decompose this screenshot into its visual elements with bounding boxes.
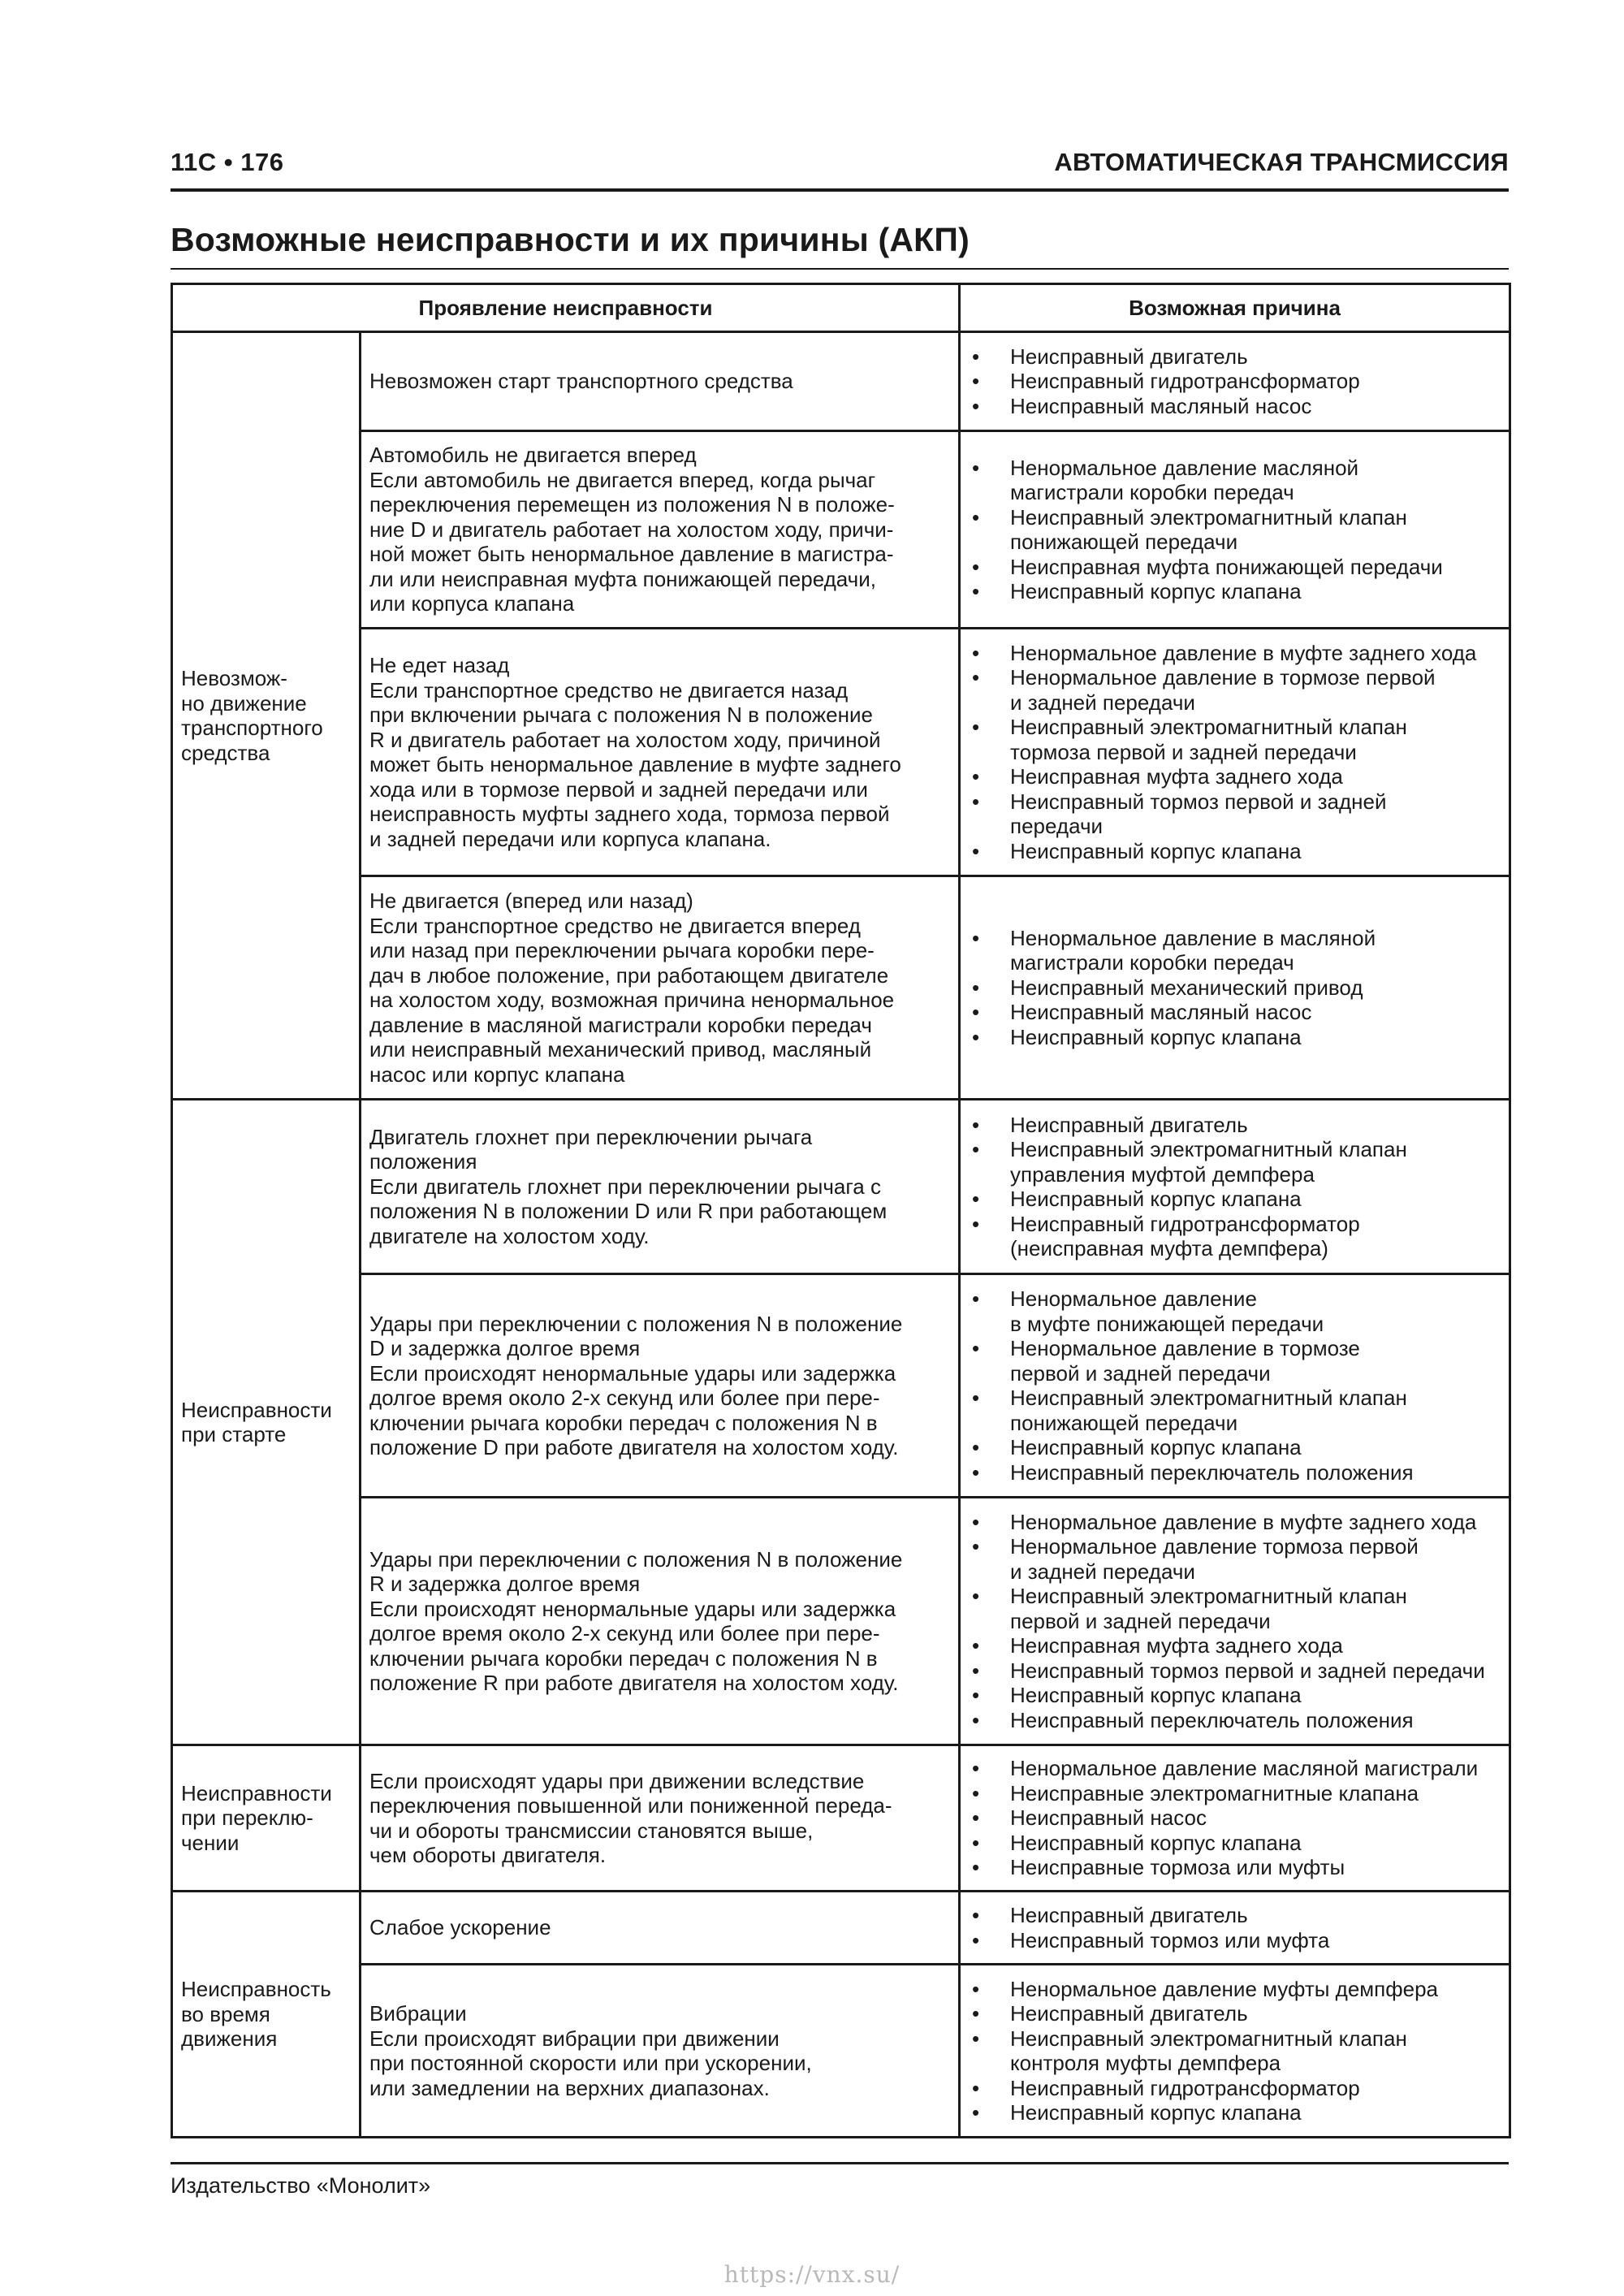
symptom-description: Невозможен старт транспортного средства — [361, 332, 960, 431]
symptom-description: Удары при переключении с положения N в положение R и задержка долгое время Если происходят ненормальные удары или задержка долгое время около 2-х секунд или более при пере- ключении рычага коробки передач с положения N в положение R при работе двигателя на холостом ходу. — [361, 1498, 960, 1745]
fault-group-label: Неисправности при старте — [172, 1100, 361, 1745]
cause-item: • Неисправный переключатель положения — [965, 1460, 1502, 1485]
symptom-description: Двигатель глохнет при переключении рычага положения Если двигатель глохнет при переключении рычага с положения N в положении D или R при работающем двигателе на холостом ходу. — [361, 1100, 960, 1274]
cause-item: • Неисправный механический привод — [965, 975, 1502, 1001]
page-number: 11С • 176 — [171, 148, 284, 176]
symptom-description: Слабое ускорение — [361, 1892, 960, 1965]
possible-causes — [960, 332, 1510, 431]
faults-body — [172, 332, 1510, 2138]
cause-item: • Ненормальное давление в муфте заднего хода — [965, 1510, 1502, 1535]
possible-causes — [960, 876, 1510, 1100]
possible-causes — [960, 1274, 1510, 1498]
symptom-description: Если происходят удары при движении вследствие переключения повышенной или пониженной переда- чи и обороты трансмиссии становятся выше, чем обороты двигателя. — [361, 1745, 960, 1892]
symptom-description: Вибрации Если происходят вибрации при движении при постоянной скорости или при ускорении, или замедлении на верхних диапазонах. — [361, 1965, 960, 2138]
table-row — [172, 332, 1510, 431]
cause-item: • Ненормальное давление в тормозе первой и задней передачи — [965, 1336, 1502, 1386]
cause-item: • Ненормальное давление в масляной магистрали коробки передач — [965, 926, 1502, 975]
cause-list — [965, 1756, 1502, 1880]
cause-item: • Неисправный электромагнитный клапан понижающей передачи — [965, 1386, 1502, 1435]
possible-causes — [960, 1100, 1510, 1274]
table-row — [172, 1274, 1510, 1498]
watermark: https://vnx.su/ — [723, 2261, 901, 2288]
cause-list — [965, 1510, 1502, 1733]
cause-list — [965, 1903, 1502, 1952]
cause-item: • Неисправный корпус клапана — [965, 1187, 1502, 1212]
cause-list — [965, 1113, 1502, 1261]
cause-item: • Неисправные электромагнитные клапана — [965, 1781, 1502, 1806]
table-row — [172, 1745, 1510, 1892]
cause-list — [965, 641, 1502, 864]
cause-item: • Неисправный двигатель — [965, 1113, 1502, 1138]
table-header-row — [172, 284, 1510, 332]
cause-item: • Неисправный электромагнитный клапан управления муфтой демпфера — [965, 1137, 1502, 1187]
cause-item: • Неисправный корпус клапана — [965, 1025, 1502, 1050]
cause-item: • Неисправный гидротрансформатор (неисправная муфта демпфера) — [965, 1212, 1502, 1261]
cause-item: • Неисправный переключатель положения — [965, 1708, 1502, 1733]
fault-group-label: Неисправность во время движения — [172, 1892, 361, 2138]
running-title: АВТОМАТИЧЕСКАЯ ТРАНСМИССИЯ — [1054, 148, 1509, 176]
cause-item: • Неисправный двигатель — [965, 1903, 1502, 1928]
possible-causes — [960, 1745, 1510, 1892]
column-header-cause: Возможная причина — [960, 284, 1510, 332]
table-row — [172, 1100, 1510, 1274]
table-row — [172, 1965, 1510, 2138]
cause-item: • Ненормальное давление в муфте заднего хода — [965, 641, 1502, 666]
cause-list — [965, 926, 1502, 1050]
cause-item: • Неисправный электромагнитный клапан тормоза первой и задней передачи — [965, 715, 1502, 764]
cause-item: • Неисправный двигатель — [965, 344, 1502, 370]
title-rule — [171, 268, 1509, 270]
cause-item: • Ненормальное давление тормоза первой и задней передачи — [965, 1534, 1502, 1584]
section-title: Возможные неисправности и их причины (АКП) — [171, 221, 970, 258]
symptom-description: Автомобиль не двигается вперед Если автомобиль не двигается вперед, когда рычаг переключения перемещен из положения N в положе- ние D и двигатель работает на холостом ходу, причи- ной может быть ненормальное давление в магистра- ли или неисправная муфта понижающей передачи, или корпуса клапана — [361, 431, 960, 629]
cause-item: • Неисправный двигатель — [965, 2001, 1502, 2026]
table-row — [172, 1498, 1510, 1745]
cause-item: • Неисправный тормоз первой и задней передачи — [965, 789, 1502, 839]
table-row — [172, 1892, 1510, 1965]
cause-item: • Неисправный тормоз или муфта — [965, 1928, 1502, 1953]
cause-item: • Неисправная муфта понижающей передачи — [965, 555, 1502, 580]
possible-causes — [960, 431, 1510, 629]
table-row — [172, 876, 1510, 1100]
cause-list — [965, 1286, 1502, 1485]
cause-item: • Неисправный тормоз первой и задней передачи — [965, 1658, 1502, 1684]
table-row — [172, 431, 1510, 629]
page-header — [171, 145, 1509, 180]
cause-item: • Неисправный корпус клапана — [965, 839, 1502, 864]
cause-item: • Неисправный корпус клапана — [965, 1435, 1502, 1460]
cause-item: • Неисправные тормоза или муфты — [965, 1855, 1502, 1880]
possible-causes — [960, 629, 1510, 876]
cause-item: • Ненормальное давление в муфте понижающей передачи — [965, 1286, 1502, 1336]
cause-item: • Ненормальное давление в тормозе первой и задней передачи — [965, 665, 1502, 715]
cause-item: • Ненормальное давление масляной магистрали коробки передач — [965, 456, 1502, 505]
cause-item: • Неисправный электромагнитный клапан понижающей передачи — [965, 505, 1502, 555]
cause-list — [965, 1977, 1502, 2125]
cause-item: • Неисправный электромагнитный клапан первой и задней передачи — [965, 1584, 1502, 1633]
fault-group-label: Невозмож- но движение транспортного средства — [172, 332, 361, 1100]
column-header-symptom: Проявление неисправности — [172, 284, 960, 332]
symptom-description: Не двигается (вперед или назад) Если транспортное средство не двигается вперед или назад при переключении рычага коробки пере- дач в любое положение, при работающем двигателе на холостом ходу, возможная причина ненормальное давление в масляной магистрали коробки передач или неисправный механический привод, масляный насос или корпус клапана — [361, 876, 960, 1100]
footer-rule — [171, 2162, 1509, 2164]
cause-item: • Неисправный гидротрансформатор — [965, 369, 1502, 394]
cause-item: • Неисправный корпус клапана — [965, 1683, 1502, 1708]
fault-group-label: Неисправности при переклю- чении — [172, 1745, 361, 1892]
header-rule — [171, 188, 1509, 192]
possible-causes — [960, 1892, 1510, 1965]
symptom-description: Удары при переключении с положения N в положение D и задержка долгое время Если происходят ненормальные удары или задержка долгое время около 2-х секунд или более при пере- ключении рычага коробки передач с положения N в положение D при работе двигателя на холостом ходу. — [361, 1274, 960, 1498]
cause-item: • Ненормальное давление муфты демпфера — [965, 1977, 1502, 2002]
cause-item: • Ненормальное давление масляной магистрали — [965, 1756, 1502, 1781]
cause-item: • Неисправный электромагнитный клапан контроля муфты демпфера — [965, 2026, 1502, 2076]
cause-item: • Неисправная муфта заднего хода — [965, 764, 1502, 789]
cause-item: • Неисправная муфта заднего хода — [965, 1633, 1502, 1658]
possible-causes — [960, 1965, 1510, 2138]
cause-list — [965, 344, 1502, 419]
cause-item: • Неисправный гидротрансформатор — [965, 2076, 1502, 2101]
cause-list — [965, 456, 1502, 604]
table-row — [172, 629, 1510, 876]
publisher: Издательство «Монолит» — [171, 2173, 431, 2198]
cause-item: • Неисправный масляный насос — [965, 1000, 1502, 1025]
symptom-description: Не едет назад Если транспортное средство не двигается назад при включении рычага с положения N в положение R и двигатель работает на холостом ходу, причиной может быть ненормальное давление в муфте заднего хода или в тормозе первой и задней передачи или неисправность муфты заднего хода, тормоза первой и задней передачи или корпуса клапана. — [361, 629, 960, 876]
cause-item: • Неисправный корпус клапана — [965, 1831, 1502, 1856]
cause-item: • Неисправный корпус клапана — [965, 579, 1502, 604]
faults-table — [171, 283, 1511, 2138]
possible-causes — [960, 1498, 1510, 1745]
cause-item: • Неисправный масляный насос — [965, 394, 1502, 419]
cause-item: • Неисправный корпус клапана — [965, 2100, 1502, 2125]
cause-item: • Неисправный насос — [965, 1805, 1502, 1831]
